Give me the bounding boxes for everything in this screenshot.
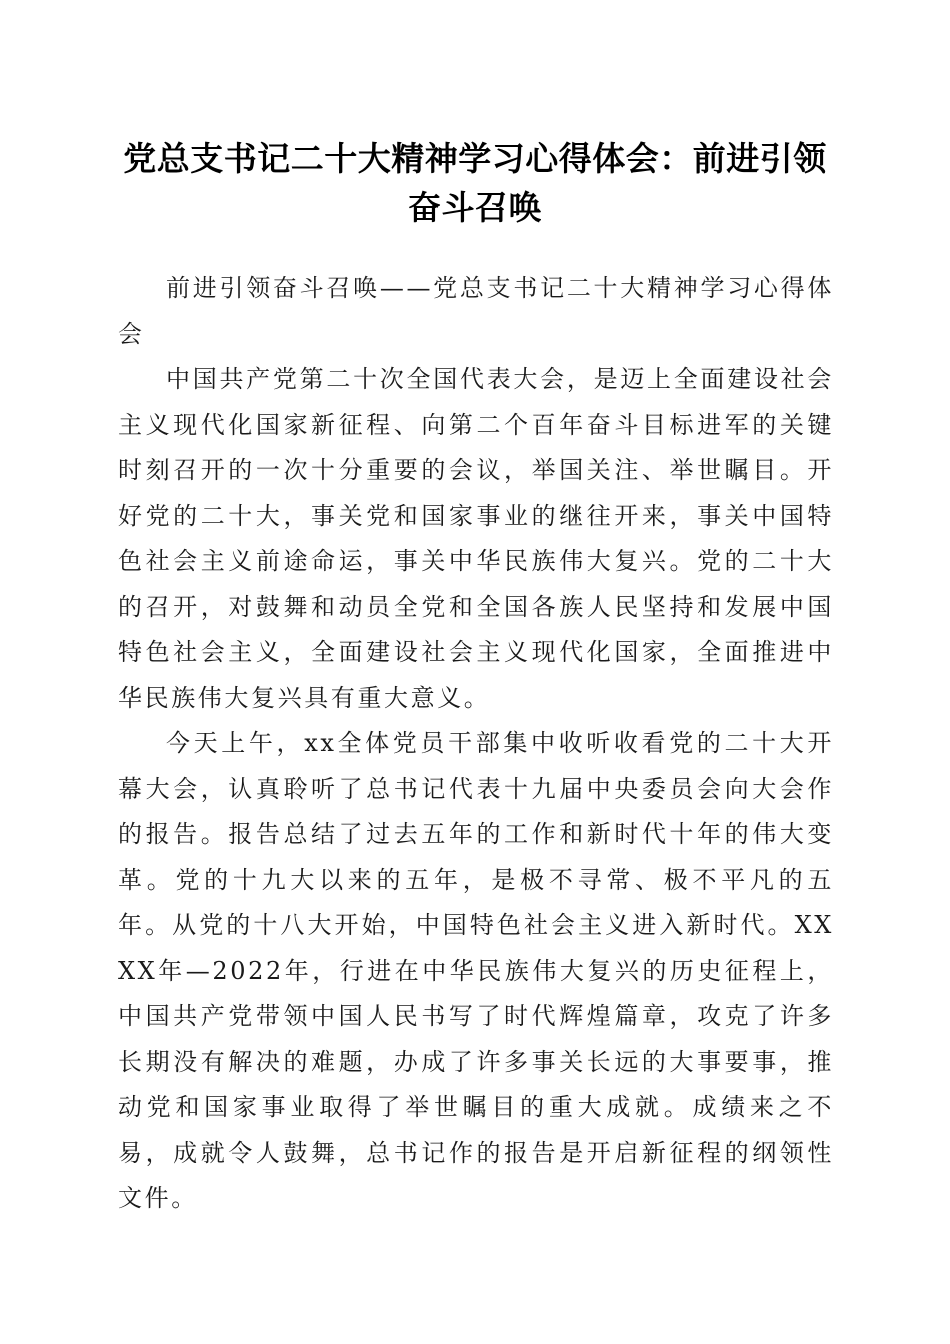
body-paragraph: 中国共产党第二十次全国代表大会，是迈上全面建设社会主义现代化国家新征程、向第二个百年奋斗目标进军的关键时刻召开的一次十分重要的会议，举国关注、举世瞩目。开好党的二十大，事关党和国家事业的继往开来，事关中国特色社会主义前途命运，事关中华民族伟大复兴。党的二十大的召开，对鼓舞和动员全党和全国各族人民坚持和发展中国特色社会主义，全面建设社会主义现代化国家，全面推进中华民族伟大复兴具有重大意义。 (118, 365, 834, 712)
body-paragraph: 今天上午，xx全体党员干部集中收听收看党的二十大开幕大会，认真聆听了总书记代表十九届中央委员会向大会作的报告。报告总结了过去五年的工作和新时代十年的伟大变革。党的十九大以来的五年，是极不寻常、极不平凡的五年。从党的十八大开始，中国特色社会主义进入新时代。XXXX年—2022年，行进在中华民族伟大复兴的历史征程上，中国共产党带领中国人民书写了时代辉煌篇章，攻克了许多长期没有解决的难题，办成了许多事关长远的大事要事，推动党和国家事业取得了举世瞩目的重大成就。成绩来之不易，成就令人鼓舞，总书记作的报告是开启新征程的纲领性文件。 (118, 729, 834, 1212)
document-title: 党总支书记二十大精神学习心得体会：前进引领奋斗召唤 (123, 139, 827, 227)
subtitle-paragraph: 前进引领奋斗召唤——党总支书记二十大精神学习心得体会 (118, 274, 834, 348)
document-body (118, 266, 834, 1222)
